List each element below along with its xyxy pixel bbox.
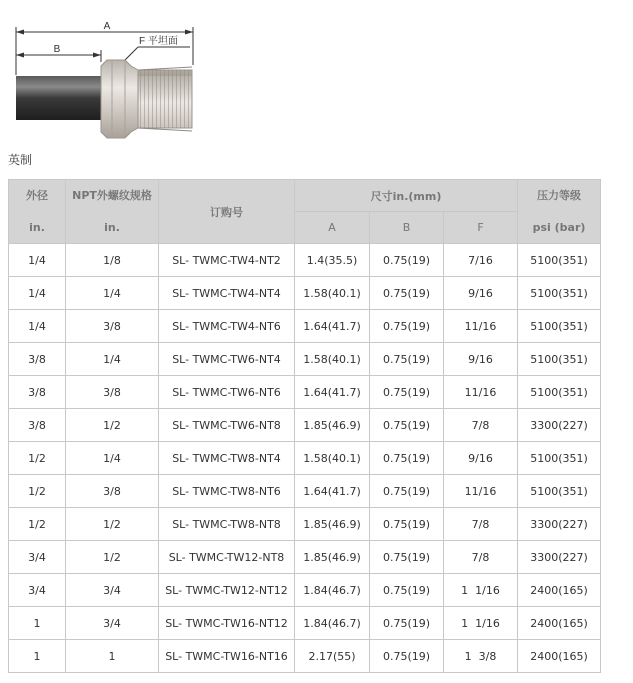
cell-od: 1 <box>9 640 66 673</box>
cell-od: 1/2 <box>9 475 66 508</box>
header-od <box>9 180 66 244</box>
cell-b: 0.75(19) <box>370 475 444 508</box>
cell-a: 2.17(55) <box>295 640 370 673</box>
cell-npt: 1/2 <box>66 541 159 574</box>
cell-order: SL- TWMC-TW8-NT4 <box>159 442 295 475</box>
tube <box>16 76 102 120</box>
cell-f: 9/16 <box>444 343 518 376</box>
cell-npt: 3/8 <box>66 376 159 409</box>
cell-f: 7/8 <box>444 409 518 442</box>
cell-f: 7/8 <box>444 541 518 574</box>
cell-od: 3/8 <box>9 343 66 376</box>
header-npt-title: NPT外螺纹规格 <box>72 188 152 202</box>
cell-od: 1 <box>9 607 66 640</box>
unit-label: 英制 <box>8 153 33 167</box>
header-row <box>9 180 601 212</box>
table-row <box>9 574 601 607</box>
cell-npt: 3/8 <box>66 475 159 508</box>
cell-a: 1.64(41.7) <box>295 376 370 409</box>
cell-npt: 1/2 <box>66 508 159 541</box>
cell-b: 0.75(19) <box>370 409 444 442</box>
header-f: F <box>444 212 518 244</box>
table-row <box>9 376 601 409</box>
fitting-diagram <box>0 0 633 145</box>
cell-order: SL- TWMC-TW12-NT12 <box>159 574 295 607</box>
cell-order: SL- TWMC-TW4-NT6 <box>159 310 295 343</box>
cell-a: 1.4(35.5) <box>295 244 370 277</box>
cell-b: 0.75(19) <box>370 343 444 376</box>
header-od-unit: in. <box>29 220 45 234</box>
cell-f: 11/16 <box>444 475 518 508</box>
table-row <box>9 343 601 376</box>
header-pressure-unit: psi (bar) <box>532 220 586 234</box>
cell-order: SL- TWMC-TW6-NT8 <box>159 409 295 442</box>
header-dimensions: 尺寸in.(mm) <box>295 180 518 212</box>
cell-f: 7/8 <box>444 508 518 541</box>
cell-b: 0.75(19) <box>370 508 444 541</box>
cell-f: 7/16 <box>444 244 518 277</box>
cell-f: 9/16 <box>444 442 518 475</box>
cell-f: 1 1/16 <box>444 574 518 607</box>
cell-b: 0.75(19) <box>370 442 444 475</box>
header-npt <box>66 180 159 244</box>
cell-pressure: 5100(351) <box>518 376 601 409</box>
dimension-a-label: A <box>103 21 111 32</box>
cell-pressure: 2400(165) <box>518 574 601 607</box>
cell-pressure: 3300(227) <box>518 541 601 574</box>
cell-a: 1.84(46.7) <box>295 607 370 640</box>
flat-face-label: F 平坦面 <box>139 36 178 47</box>
cell-order: SL- TWMC-TW16-NT16 <box>159 640 295 673</box>
cell-pressure: 3300(227) <box>518 508 601 541</box>
cell-pressure: 5100(351) <box>518 277 601 310</box>
table-row <box>9 277 601 310</box>
cell-order: SL- TWMC-TW4-NT2 <box>159 244 295 277</box>
cell-npt: 3/4 <box>66 574 159 607</box>
cell-b: 0.75(19) <box>370 607 444 640</box>
cell-od: 3/4 <box>9 541 66 574</box>
cell-npt: 1/4 <box>66 343 159 376</box>
table-row <box>9 541 601 574</box>
cell-order: SL- TWMC-TW8-NT8 <box>159 508 295 541</box>
dimension-b-label: B <box>53 44 61 55</box>
cell-od: 3/8 <box>9 409 66 442</box>
header-pressure-title: 压力等级 <box>537 188 581 202</box>
cell-od: 1/4 <box>9 277 66 310</box>
cell-f: 1 3/8 <box>444 640 518 673</box>
cell-b: 0.75(19) <box>370 376 444 409</box>
table-row <box>9 607 601 640</box>
cell-od: 3/8 <box>9 376 66 409</box>
cell-npt: 1/2 <box>66 409 159 442</box>
cell-od: 1/2 <box>9 442 66 475</box>
table-row <box>9 508 601 541</box>
table-row <box>9 475 601 508</box>
cell-a: 1.85(46.9) <box>295 541 370 574</box>
header-order-number: 订购号 <box>159 180 295 244</box>
cell-od: 1/4 <box>9 310 66 343</box>
cell-pressure: 2400(165) <box>518 607 601 640</box>
cell-order: SL- TWMC-TW4-NT4 <box>159 277 295 310</box>
cell-f: 11/16 <box>444 310 518 343</box>
cell-order: SL- TWMC-TW8-NT6 <box>159 475 295 508</box>
header-b: B <box>370 212 444 244</box>
cell-order: SL- TWMC-TW6-NT4 <box>159 343 295 376</box>
cell-order: SL- TWMC-TW16-NT12 <box>159 607 295 640</box>
header-pressure <box>518 180 601 244</box>
cell-npt: 1/4 <box>66 277 159 310</box>
cell-pressure: 2400(165) <box>518 640 601 673</box>
cell-b: 0.75(19) <box>370 541 444 574</box>
cell-a: 1.64(41.7) <box>295 310 370 343</box>
cell-pressure: 5100(351) <box>518 475 601 508</box>
header-od-title: 外径 <box>26 188 48 202</box>
cell-b: 0.75(19) <box>370 310 444 343</box>
dimension-b <box>16 44 101 62</box>
table-row <box>9 310 601 343</box>
cell-a: 1.58(40.1) <box>295 442 370 475</box>
cell-pressure: 5100(351) <box>518 244 601 277</box>
cell-a: 1.85(46.9) <box>295 409 370 442</box>
cell-pressure: 5100(351) <box>518 343 601 376</box>
cell-npt: 1 <box>66 640 159 673</box>
cell-od: 3/4 <box>9 574 66 607</box>
table-row <box>9 640 601 673</box>
cell-npt: 3/4 <box>66 607 159 640</box>
cell-a: 1.85(46.9) <box>295 508 370 541</box>
cell-b: 0.75(19) <box>370 244 444 277</box>
cell-od: 1/2 <box>9 508 66 541</box>
cell-order: SL- TWMC-TW12-NT8 <box>159 541 295 574</box>
cell-pressure: 3300(227) <box>518 409 601 442</box>
cell-b: 0.75(19) <box>370 574 444 607</box>
cell-a: 1.64(41.7) <box>295 475 370 508</box>
cell-npt: 1/4 <box>66 442 159 475</box>
table-body <box>9 244 601 673</box>
spec-table <box>8 179 601 673</box>
cell-pressure: 5100(351) <box>518 442 601 475</box>
header-a: A <box>295 212 370 244</box>
cell-od: 1/4 <box>9 244 66 277</box>
flat-face-leader <box>125 34 190 60</box>
cell-npt: 1/8 <box>66 244 159 277</box>
cell-pressure: 5100(351) <box>518 310 601 343</box>
cell-b: 0.75(19) <box>370 277 444 310</box>
table-row <box>9 442 601 475</box>
table-row <box>9 409 601 442</box>
cell-npt: 3/8 <box>66 310 159 343</box>
cell-f: 9/16 <box>444 277 518 310</box>
table-row <box>9 244 601 277</box>
cell-f: 1 1/16 <box>444 607 518 640</box>
cell-f: 11/16 <box>444 376 518 409</box>
header-npt-unit: in. <box>104 220 120 234</box>
fitting-body <box>101 60 192 138</box>
cell-order: SL- TWMC-TW6-NT6 <box>159 376 295 409</box>
cell-b: 0.75(19) <box>370 640 444 673</box>
cell-a: 1.58(40.1) <box>295 277 370 310</box>
cell-a: 1.84(46.7) <box>295 574 370 607</box>
cell-a: 1.58(40.1) <box>295 343 370 376</box>
